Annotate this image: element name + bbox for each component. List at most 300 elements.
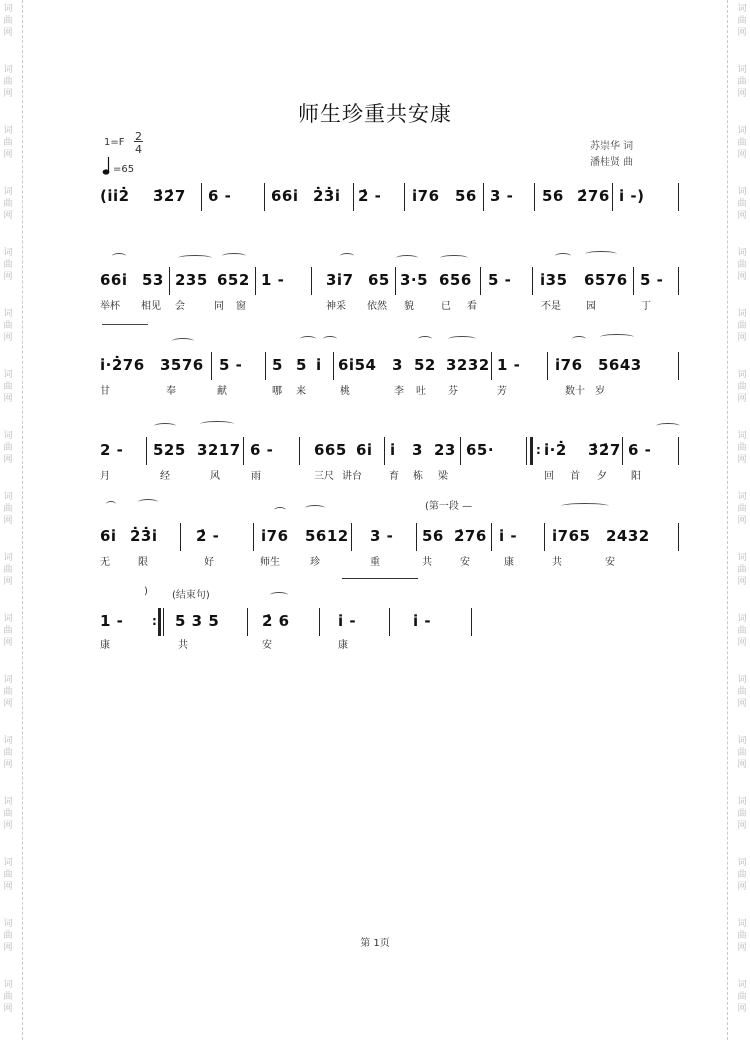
slur-mark — [448, 336, 476, 342]
repeat-bar-line — [526, 437, 527, 465]
watermark-glyph: 曲 — [3, 199, 13, 209]
watermark-glyph: 网 — [737, 89, 747, 99]
watermark-glyph: 词 — [737, 919, 747, 929]
bar-line — [612, 183, 613, 211]
notation-cell: 6576 — [584, 271, 628, 289]
notation-cell: 2̇ - — [358, 187, 382, 205]
notation-cell: 5 3 5 — [175, 612, 220, 630]
notation-cell: 6i̇ — [100, 527, 117, 545]
lyric-text: 育 — [389, 471, 399, 482]
notation-cell: 56 — [422, 527, 444, 545]
watermark-glyph: 词 — [3, 248, 13, 258]
notation-cell: 1 - — [100, 612, 124, 630]
lyric-text: 举杯 — [100, 301, 120, 312]
watermark-glyph: 词 — [737, 309, 747, 319]
hold-line — [342, 578, 418, 579]
watermark-glyph: 网 — [737, 333, 747, 343]
watermark-glyph: 网 — [3, 821, 13, 831]
slur-mark — [172, 338, 194, 344]
watermark-glyph: 曲 — [3, 77, 13, 87]
lyric-text: 回 — [544, 471, 554, 482]
notation-cell: 5 — [296, 356, 307, 374]
watermark-glyph: 曲 — [3, 260, 13, 270]
slur-mark — [440, 255, 468, 261]
composer-credit: 潘桂贤 曲 — [590, 157, 634, 168]
lyric-text: 同 — [214, 301, 224, 312]
left-watermark-strip — [0, 0, 16, 1040]
notation-cell: 3·5 — [400, 271, 429, 289]
watermark-glyph: 词 — [737, 553, 747, 563]
watermark-glyph: 网 — [737, 577, 747, 587]
page-number: 第 1页 — [360, 938, 390, 949]
slur-mark — [270, 592, 288, 598]
notation-cell: 235 — [175, 271, 208, 289]
notation-cell: 2̇3̇i̇ — [313, 187, 341, 205]
watermark-glyph: 曲 — [3, 504, 13, 514]
lyric-text: 会 — [175, 301, 185, 312]
notation-cell: 6i̇54 — [338, 356, 377, 374]
lyricist-credit: 苏崇华 词 — [590, 141, 634, 152]
bar-line — [534, 183, 535, 211]
watermark-glyph: 词 — [737, 65, 747, 75]
lyric-text: 哪 — [272, 386, 282, 397]
watermark-glyph: 网 — [3, 638, 13, 648]
lyric-text: 康 — [100, 640, 110, 651]
watermark-glyph: 曲 — [3, 565, 13, 575]
notation-cell: i̇ -) — [619, 187, 645, 205]
watermark-glyph: 网 — [3, 394, 13, 404]
bar-line — [264, 183, 265, 211]
notation-cell: 656 — [439, 271, 472, 289]
bar-line — [460, 437, 461, 465]
notation-cell: 1 - — [497, 356, 521, 374]
watermark-glyph: 词 — [737, 736, 747, 746]
bar-line — [633, 267, 634, 295]
bar-line — [483, 183, 484, 211]
notation-cell: 2̇3̇i̇ — [130, 527, 158, 545]
watermark-glyph: 曲 — [737, 565, 747, 575]
score-row-6 — [100, 586, 680, 656]
bar-line — [247, 608, 248, 636]
bar-line — [544, 523, 545, 551]
notation-cell: 1 - — [261, 271, 285, 289]
notation-cell: 56 — [542, 187, 564, 205]
section-marker: (结束句) — [172, 590, 210, 601]
score-row-5 — [100, 501, 680, 571]
bar-line — [622, 437, 623, 465]
bar-line — [678, 183, 679, 211]
watermark-glyph: 网 — [737, 638, 747, 648]
notation-cell: 3̇2̇7 — [588, 441, 621, 459]
repeat-bar-line-thick — [530, 437, 533, 465]
notation-cell: 665 — [314, 441, 347, 459]
notation-cell: 2̇76 — [577, 187, 610, 205]
bar-line — [416, 523, 417, 551]
watermark-glyph: 网 — [737, 882, 747, 892]
watermark-glyph: 网 — [3, 516, 13, 526]
watermark-glyph: 网 — [737, 150, 747, 160]
watermark-glyph: 曲 — [3, 16, 13, 26]
lyric-text: 相见 — [141, 301, 161, 312]
bar-line — [678, 267, 679, 295]
watermark-glyph: 词 — [3, 65, 13, 75]
bar-line — [395, 267, 396, 295]
watermark-glyph: 词 — [737, 492, 747, 502]
watermark-glyph: 词 — [3, 919, 13, 929]
notation-cell: 6 - — [208, 187, 232, 205]
bar-line — [255, 267, 256, 295]
watermark-glyph: 网 — [3, 28, 13, 38]
watermark-glyph: 词 — [3, 797, 13, 807]
watermark-glyph: 曲 — [737, 443, 747, 453]
lyric-text: 康 — [504, 557, 514, 568]
watermark-glyph: 网 — [737, 272, 747, 282]
watermark-glyph: 词 — [3, 370, 13, 380]
notation-cell: 3217 — [197, 441, 241, 459]
notation-cell: 23 — [434, 441, 456, 459]
watermark-glyph: 词 — [3, 4, 13, 14]
song-title: 师生珍重共安康 — [298, 102, 452, 126]
watermark-glyph: 网 — [737, 28, 747, 38]
key-signature: 1=F — [104, 137, 125, 148]
slur-mark — [222, 253, 246, 259]
watermark-glyph: 词 — [3, 492, 13, 502]
notation-cell: 56 — [455, 187, 477, 205]
bar-line — [201, 183, 202, 211]
watermark-glyph: 词 — [737, 187, 747, 197]
notation-cell: 5 - — [640, 271, 664, 289]
watermark-glyph: 词 — [737, 248, 747, 258]
slur-mark — [555, 253, 571, 259]
watermark-glyph: 词 — [3, 126, 13, 136]
bar-line — [265, 352, 266, 380]
bar-line — [169, 267, 170, 295]
watermark-glyph: 网 — [3, 455, 13, 465]
notation-cell: 5 - — [488, 271, 512, 289]
notation-cell: 525 — [153, 441, 186, 459]
watermark-glyph: 网 — [3, 882, 13, 892]
watermark-glyph: 曲 — [3, 443, 13, 453]
watermark-glyph: 曲 — [737, 199, 747, 209]
lyric-text: 夕 — [597, 471, 607, 482]
bar-line — [180, 523, 181, 551]
score-row-3 — [100, 356, 680, 400]
bracket-close: ) — [144, 586, 148, 597]
notation-cell: i̇ - — [413, 612, 432, 630]
lyric-text: 奉 — [166, 386, 176, 397]
watermark-glyph: 曲 — [3, 321, 13, 331]
slur-mark — [305, 505, 325, 511]
lyric-text: 无 — [100, 557, 110, 568]
lyric-text: 梁 — [438, 471, 448, 482]
slur-mark — [561, 503, 609, 509]
bar-line — [389, 608, 390, 636]
notation-cell: i̇·2̇76 — [100, 356, 145, 374]
watermark-glyph: 词 — [3, 614, 13, 624]
watermark-glyph: 词 — [737, 614, 747, 624]
watermark-glyph: 曲 — [737, 809, 747, 819]
bar-line — [532, 267, 533, 295]
watermark-glyph: 词 — [737, 431, 747, 441]
lyric-text: 好 — [204, 557, 214, 568]
notation-cell: i̇ — [316, 356, 322, 374]
notation-cell: i̇·2̇ — [544, 441, 567, 459]
watermark-glyph: 网 — [737, 1004, 747, 1014]
watermark-glyph: 曲 — [3, 687, 13, 697]
score-row-2 — [100, 271, 680, 315]
slur-mark — [138, 499, 158, 505]
watermark-glyph: 网 — [3, 333, 13, 343]
watermark-glyph: 曲 — [3, 382, 13, 392]
notation-cell: 2̇ - — [196, 527, 220, 545]
watermark-glyph: 词 — [737, 126, 747, 136]
bar-line — [678, 523, 679, 551]
lyric-text: 吐 — [416, 386, 426, 397]
lyric-text: 李 — [394, 386, 404, 397]
watermark-glyph: 网 — [737, 516, 747, 526]
section-marker: (第一段 — — [425, 501, 473, 512]
notation-cell: i̇76 — [555, 356, 583, 374]
watermark-glyph: 曲 — [3, 809, 13, 819]
watermark-glyph: 网 — [3, 760, 13, 770]
notation-cell: i̇35 — [540, 271, 568, 289]
lyric-text: 共 — [422, 557, 432, 568]
lyric-text: 岁 — [595, 386, 605, 397]
lyric-text: 依然 — [367, 301, 387, 312]
watermark-glyph: 曲 — [737, 870, 747, 880]
watermark-glyph: 曲 — [3, 748, 13, 758]
lyric-text: 园 — [586, 301, 596, 312]
watermark-glyph: 词 — [3, 736, 13, 746]
notation-cell: 66i̇ — [100, 271, 128, 289]
notation-cell: i̇76 — [261, 527, 289, 545]
left-margin-line — [22, 0, 23, 1040]
lyric-text: 共 — [178, 640, 188, 651]
slur-mark — [396, 255, 418, 261]
watermark-glyph: 网 — [737, 211, 747, 221]
bar-line — [404, 183, 405, 211]
lyric-text: 芬 — [448, 386, 458, 397]
bar-line — [299, 437, 300, 465]
watermark-glyph: 网 — [3, 1004, 13, 1014]
slur-mark — [340, 253, 354, 259]
lyric-text: 数十 — [565, 386, 585, 397]
right-margin-line — [727, 0, 728, 1040]
repeat-dots: : — [536, 443, 542, 457]
notation-cell: i̇ - — [499, 527, 518, 545]
watermark-glyph: 网 — [737, 455, 747, 465]
lyric-text: 讲台 — [342, 471, 362, 482]
lyric-text: 甘 — [100, 386, 110, 397]
lyric-text: 窗 — [236, 301, 246, 312]
lyric-text: 共 — [552, 557, 562, 568]
repeat-dots: : — [152, 614, 158, 628]
notation-cell: 5612 — [305, 527, 349, 545]
bar-line — [243, 437, 244, 465]
lyric-text: 风 — [210, 471, 220, 482]
lyric-text: 看 — [467, 301, 477, 312]
lyric-text: 安 — [605, 557, 615, 568]
notation-cell: 2 - — [100, 441, 124, 459]
watermark-glyph: 曲 — [737, 687, 747, 697]
quarter-note-icon — [102, 156, 110, 176]
watermark-glyph: 网 — [3, 211, 13, 221]
notation-cell: 52 — [414, 356, 436, 374]
notation-cell: 3̇2̇7 — [153, 187, 186, 205]
repeat-bar-line — [163, 608, 164, 636]
lyric-text: 芳 — [497, 386, 507, 397]
watermark-glyph: 曲 — [737, 260, 747, 270]
watermark-glyph: 网 — [3, 272, 13, 282]
time-signature-bottom: 4 — [135, 143, 142, 156]
watermark-glyph: 曲 — [3, 870, 13, 880]
slur-mark — [656, 423, 680, 429]
watermark-glyph: 网 — [737, 699, 747, 709]
lyric-text: 经 — [160, 471, 170, 482]
notation-cell: i̇ - — [338, 612, 357, 630]
tie-line — [102, 324, 148, 325]
slur-mark — [600, 334, 634, 340]
slur-mark — [200, 421, 234, 427]
notation-cell: i̇ — [390, 441, 396, 459]
watermark-glyph: 曲 — [737, 931, 747, 941]
right-watermark-strip — [734, 0, 750, 1040]
lyric-text: 师生 — [260, 557, 280, 568]
bar-line — [384, 437, 385, 465]
notation-cell: 652 — [217, 271, 250, 289]
watermark-glyph: 词 — [737, 370, 747, 380]
bar-line — [351, 523, 352, 551]
notation-cell: 3576 — [160, 356, 204, 374]
watermark-glyph: 网 — [737, 760, 747, 770]
lyric-text: 月 — [100, 471, 110, 482]
notation-cell: 6i̇ — [356, 441, 373, 459]
time-signature-top: 2 — [135, 130, 142, 143]
watermark-glyph: 曲 — [3, 992, 13, 1002]
notation-cell: 3 - — [370, 527, 394, 545]
slur-mark — [323, 336, 337, 342]
notation-cell: 2̇76 — [454, 527, 487, 545]
watermark-glyph: 曲 — [737, 992, 747, 1002]
watermark-glyph: 词 — [737, 797, 747, 807]
lyric-text: 来 — [296, 386, 306, 397]
lyric-text: 不是 — [541, 301, 561, 312]
notation-cell: 65· — [466, 441, 495, 459]
slur-mark — [418, 336, 432, 342]
notation-cell: 6 - — [628, 441, 652, 459]
watermark-glyph: 词 — [737, 980, 747, 990]
watermark-glyph: 词 — [737, 858, 747, 868]
bar-line — [471, 608, 472, 636]
watermark-glyph: 曲 — [737, 77, 747, 87]
notation-cell: 3232 — [446, 356, 490, 374]
lyric-text: 栋 — [413, 471, 423, 482]
lyric-text: 限 — [138, 557, 148, 568]
bar-line — [491, 352, 492, 380]
lyric-text: 三尺 — [314, 471, 334, 482]
notation-cell: 5643 — [598, 356, 642, 374]
watermark-glyph: 词 — [737, 675, 747, 685]
watermark-glyph: 网 — [3, 577, 13, 587]
bar-line — [333, 352, 334, 380]
watermark-glyph: 曲 — [737, 16, 747, 26]
watermark-glyph: 词 — [3, 858, 13, 868]
notation-cell: 3 - — [490, 187, 514, 205]
slur-mark — [300, 336, 316, 342]
watermark-glyph: 曲 — [737, 138, 747, 148]
notation-cell: 3 — [392, 356, 403, 374]
lyric-text: 阳 — [631, 471, 641, 482]
notation-cell: 65 — [368, 271, 390, 289]
lyric-text: 丁 — [641, 301, 651, 312]
lyric-text: 神采 — [326, 301, 346, 312]
watermark-glyph: 词 — [3, 187, 13, 197]
notation-cell: 2432 — [606, 527, 650, 545]
watermark-glyph: 曲 — [737, 626, 747, 636]
bar-line — [146, 437, 147, 465]
watermark-glyph: 网 — [737, 821, 747, 831]
watermark-glyph: 网 — [3, 943, 13, 953]
notation-cell: i̇765 — [552, 527, 591, 545]
notation-cell: 5 - — [219, 356, 243, 374]
watermark-glyph: 曲 — [737, 382, 747, 392]
watermark-glyph: 曲 — [3, 138, 13, 148]
watermark-glyph: 曲 — [737, 504, 747, 514]
notation-cell: 53 — [142, 271, 164, 289]
watermark-glyph: 词 — [3, 309, 13, 319]
lyric-text: 雨 — [251, 471, 261, 482]
slur-mark — [572, 336, 586, 342]
score-row-1 — [100, 187, 680, 231]
slur-mark — [154, 423, 176, 429]
watermark-glyph: 网 — [737, 943, 747, 953]
notation-cell: i̇76 — [412, 187, 440, 205]
watermark-glyph: 曲 — [737, 321, 747, 331]
lyric-text: 献 — [217, 386, 227, 397]
tempo-mark: =65 — [113, 164, 135, 175]
lyric-text: 珍 — [310, 557, 320, 568]
score-row-4 — [100, 441, 680, 485]
slur-mark — [585, 251, 617, 257]
watermark-glyph: 词 — [3, 553, 13, 563]
watermark-glyph: 网 — [3, 150, 13, 160]
watermark-glyph: 词 — [737, 4, 747, 14]
lyric-text: 安 — [262, 640, 272, 651]
notation-cell: 6 - — [250, 441, 274, 459]
notation-cell: 3i̇7 — [326, 271, 354, 289]
slur-mark — [112, 253, 126, 259]
notation-cell: 2̇ 6 — [262, 612, 290, 630]
watermark-glyph: 词 — [3, 431, 13, 441]
lyric-text: 康 — [338, 640, 348, 651]
notation-cell: 66i̇ — [271, 187, 299, 205]
watermark-glyph: 曲 — [737, 748, 747, 758]
bar-line — [319, 608, 320, 636]
bar-line — [480, 267, 481, 295]
slur-mark — [178, 255, 212, 261]
lyric-text: 安 — [460, 557, 470, 568]
time-signature-line — [134, 141, 143, 142]
watermark-glyph: 词 — [3, 675, 13, 685]
bar-line — [678, 352, 679, 380]
watermark-glyph: 网 — [3, 699, 13, 709]
slur-mark — [106, 501, 116, 507]
notation-cell: 5 — [272, 356, 283, 374]
bar-line — [353, 183, 354, 211]
bar-line — [211, 352, 212, 380]
lyric-text: 首 — [570, 471, 580, 482]
watermark-glyph: 曲 — [3, 931, 13, 941]
